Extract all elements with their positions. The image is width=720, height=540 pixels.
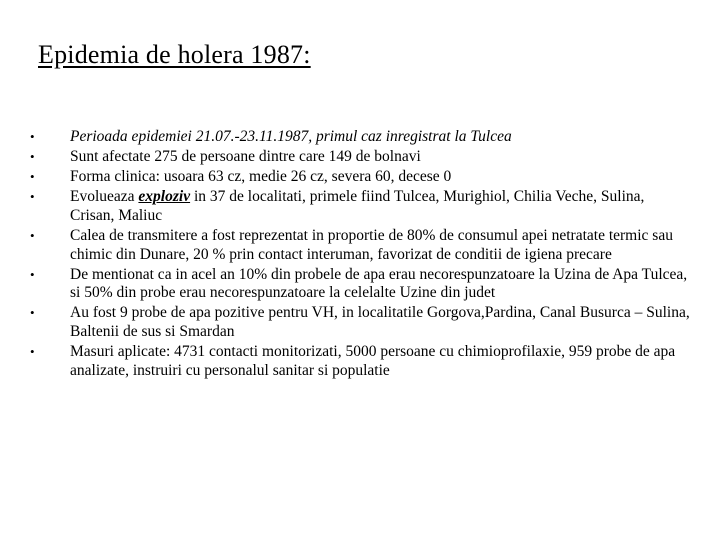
bullet-dot-icon: • <box>30 266 35 282</box>
bullet-text-after: in 37 de localitati, primele fiind Tulcea, Murighiol, Chilia Veche, Sulina, Crisan, Maliuc <box>70 188 645 224</box>
bullet-list <box>30 128 690 382</box>
list-item <box>30 188 690 225</box>
list-item <box>30 168 690 187</box>
list-item <box>30 227 690 264</box>
list-item <box>30 266 690 303</box>
bullet-text: Masuri aplicate: 4731 contacti monitorizati, 5000 persoane cu chimioprofilaxie, 959 probe de apa analizate, instruiri cu personalul sanitar si populatie <box>70 343 676 379</box>
bullet-text-before: Evolueaza <box>70 188 139 206</box>
bullet-dot-icon: • <box>30 305 35 321</box>
bullet-dot-icon: • <box>30 189 35 205</box>
bullet-dot-icon: • <box>30 169 35 185</box>
list-item <box>30 343 690 380</box>
bullet-dot-icon: • <box>30 227 35 243</box>
bullet-text <box>70 188 644 224</box>
bullet-dot-icon: • <box>30 129 35 144</box>
bullet-text: Forma clinica: usoara 63 cz, medie 26 cz, severa 60, decese 0 <box>70 168 452 186</box>
list-item <box>30 128 690 147</box>
slide-title: Epidemia de holera 1987: <box>38 40 311 69</box>
bullet-text: Sunt afectate 275 de persoane dintre care 149 de bolnavi <box>70 148 421 166</box>
list-item <box>30 304 690 341</box>
bullet-text: Au fost 9 probe de apa pozitive pentru VH, in localitatile Gorgova,Pardina, Canal Busurca – Sulina, Baltenii de sus si Smardan <box>70 304 690 340</box>
emphasized-word: exploziv <box>138 188 191 206</box>
bullet-dot-icon: • <box>30 149 35 165</box>
bullet-dot-icon: • <box>30 344 35 360</box>
bullet-text: Perioada epidemiei 21.07.-23.11.1987, primul caz inregistrat la Tulcea <box>70 128 512 145</box>
bullet-text: Calea de transmitere a fost reprezentat in proportie de 80% de consumul apei netratate termic sau chimic din Dunare, 20 % prin contact interuman, favorizat de conditii de igiena precare <box>70 226 673 263</box>
bullet-text: De mentionat ca in acel an 10% din probele de apa erau necorespunzatoare la Uzina de Apa Tulcea, si 50% din probe erau necorespunzatoare la celelalte Uzine din judet <box>70 265 688 302</box>
list-item <box>30 148 690 167</box>
